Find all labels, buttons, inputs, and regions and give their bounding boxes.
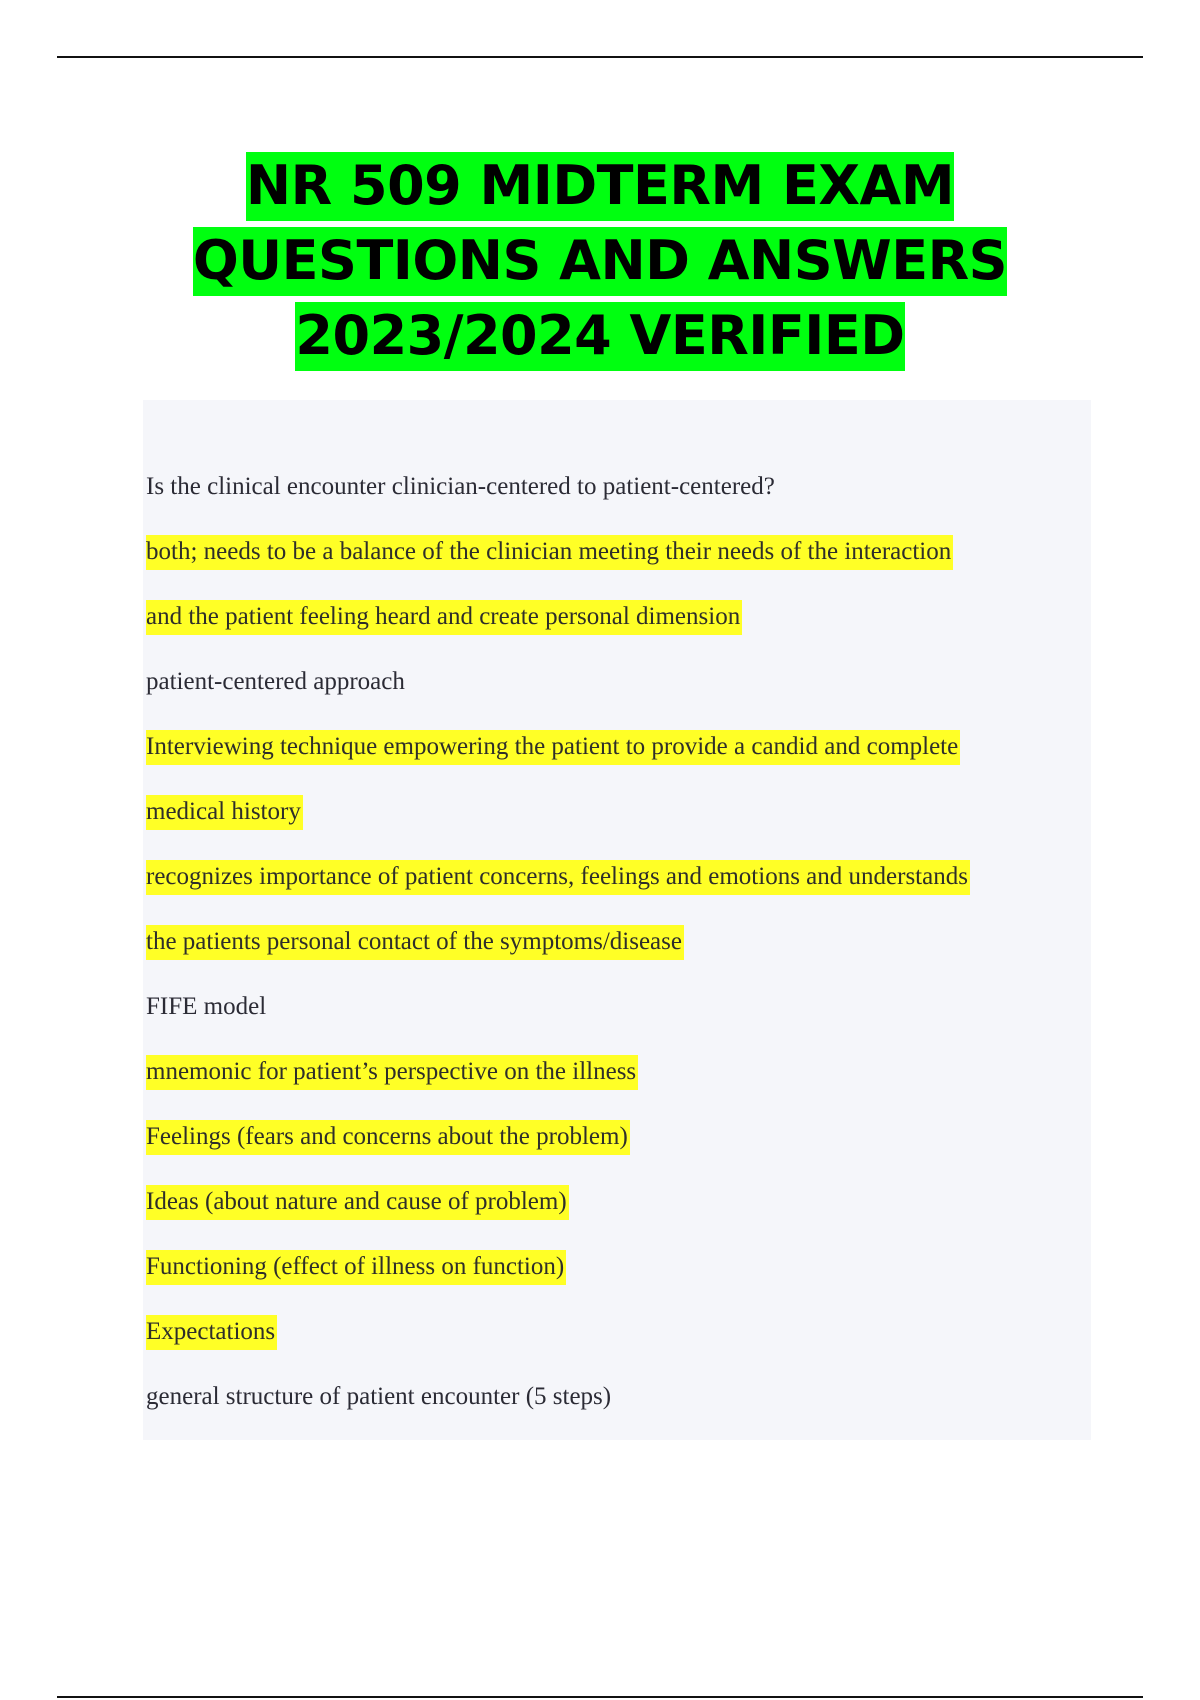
question-line: FIFE model bbox=[146, 993, 267, 1020]
title-line-1: NR 509 MIDTERM EXAM bbox=[0, 148, 1200, 223]
title-line-3: 2023/2024 VERIFIED bbox=[0, 298, 1200, 373]
answer-line: and the patient feeling heard and create personal dimension bbox=[146, 584, 1086, 649]
top-rule bbox=[57, 56, 1143, 58]
answer-line: both; needs to be a balance of the clinician meeting their needs of the interaction bbox=[146, 519, 1086, 584]
document-title bbox=[0, 148, 1200, 373]
answer-line: Interviewing technique empowering the patient to provide a candid and complete bbox=[146, 714, 1086, 779]
answer-line: recognizes importance of patient concerns, feelings and emotions and understands bbox=[146, 844, 1086, 909]
answer-line: mnemonic for patient’s perspective on the illness bbox=[146, 1039, 1086, 1104]
answer-line: Ideas (about nature and cause of problem) bbox=[146, 1169, 1086, 1234]
answer-line: Functioning (effect of illness on function) bbox=[146, 1234, 1086, 1299]
question-line: Is the clinical encounter clinician-centered to patient-centered? bbox=[146, 473, 775, 500]
title-line-2: QUESTIONS AND ANSWERS bbox=[0, 223, 1200, 298]
answer-line: Feelings (fears and concerns about the problem) bbox=[146, 1104, 1086, 1169]
answer-line: the patients personal contact of the symptoms/disease bbox=[146, 909, 1086, 974]
answer-line: Expectations bbox=[146, 1299, 1086, 1364]
question-line: general structure of patient encounter (5 steps) bbox=[146, 1383, 612, 1410]
qa-content bbox=[146, 454, 1086, 1429]
answer-line: medical history bbox=[146, 779, 1086, 844]
question-line: patient-centered approach bbox=[146, 668, 405, 695]
bottom-rule bbox=[57, 1696, 1143, 1698]
